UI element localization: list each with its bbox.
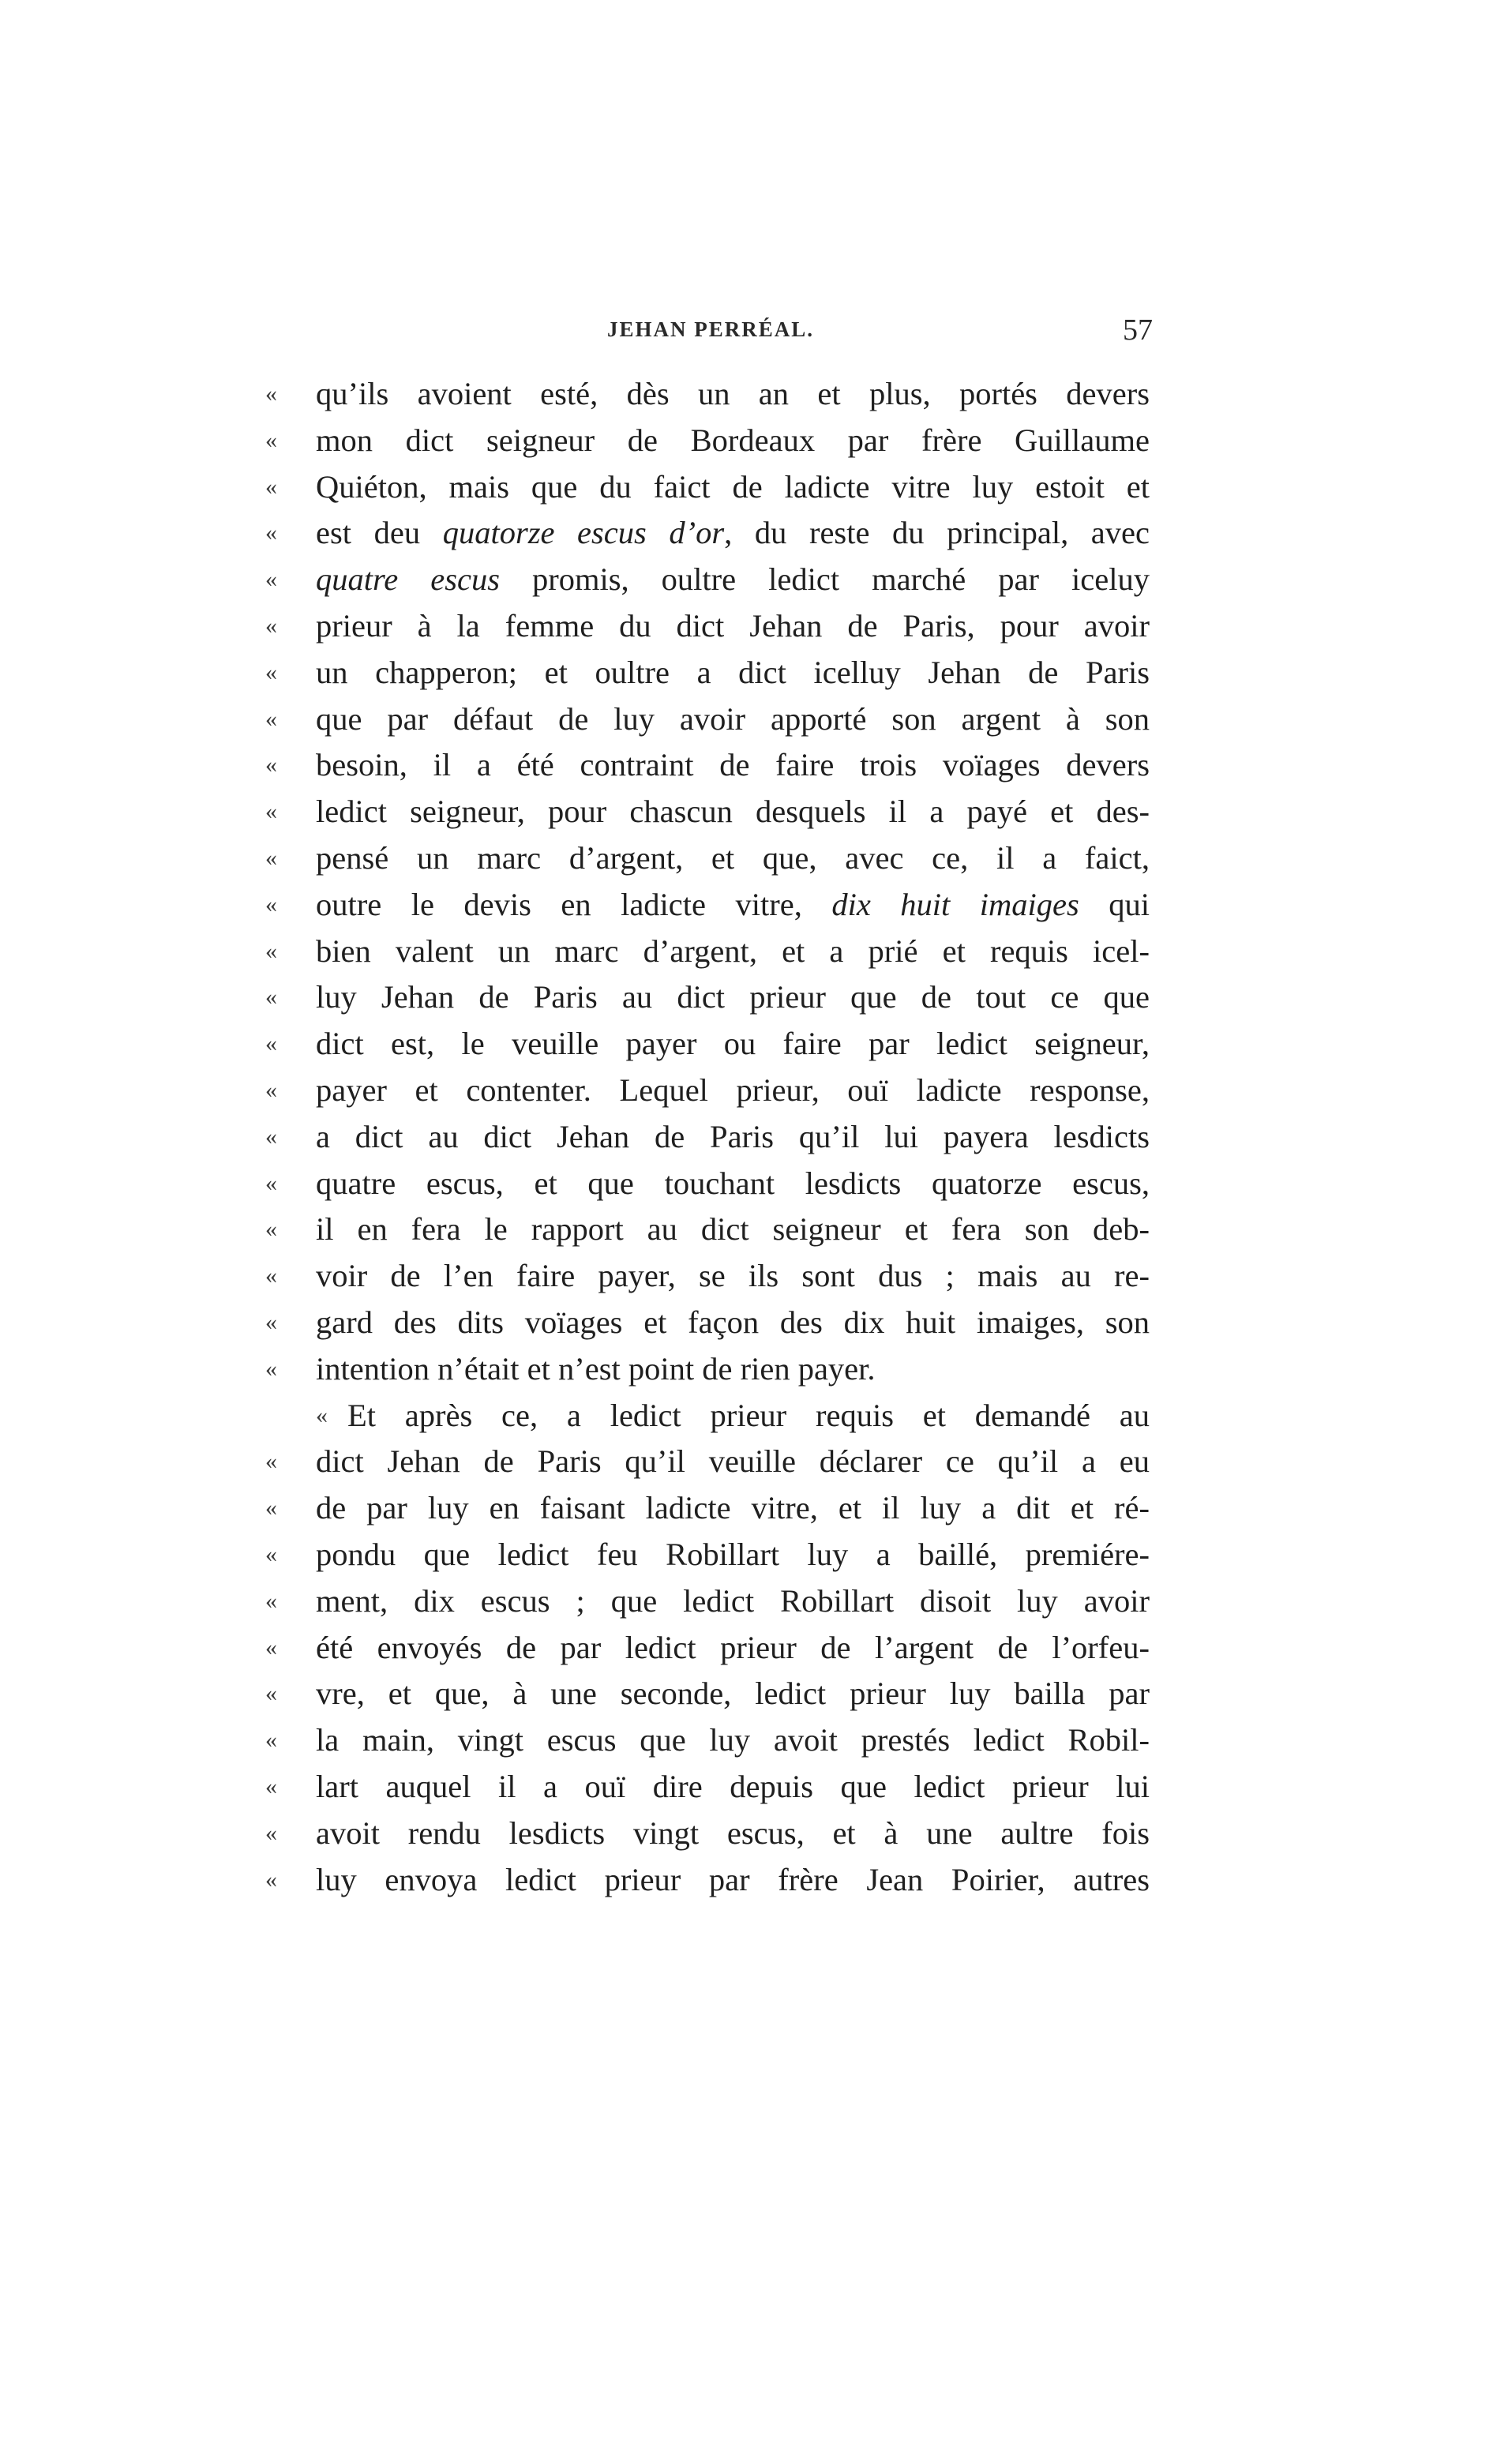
line-text: mon dict seigneur de Bordeaux par frère Guillaume (316, 422, 1150, 458)
quote-mark: « (265, 1216, 277, 1243)
quote-mark: « (265, 1263, 277, 1289)
line-text: luy Jehan de Paris au dict prieur que de tout ce que (316, 979, 1150, 1015)
text-line (265, 929, 1150, 975)
quote-mark: « (265, 1819, 277, 1846)
text-segment: est deu (316, 515, 443, 551)
line-text: besoin, il a été contraint de faire trois voïages devers (316, 747, 1150, 783)
quote-mark: « (265, 612, 277, 639)
quote-mark: « (265, 752, 277, 779)
quote-mark: « (265, 1634, 277, 1661)
line-text: intention n’était et n’est point de rien payer. (316, 1350, 876, 1387)
line-text (316, 510, 1150, 557)
text-line (265, 1346, 1150, 1393)
page-number: 57 (1123, 313, 1153, 347)
text-line (265, 1161, 1150, 1207)
text-line (265, 510, 1150, 557)
text-line (265, 1578, 1150, 1625)
line-text: voir de l’en faire payer, se ils sont dus ; mais au re- (316, 1258, 1150, 1294)
line-text: bien valent un marc d’argent, et a prié et requis icel- (316, 933, 1150, 969)
line-text (316, 882, 1150, 929)
quote-mark: « (265, 705, 277, 732)
text-line (265, 1811, 1150, 1857)
quote-mark: « (265, 1123, 277, 1150)
line-text: qu’ils avoient esté, dès un an et plus, portés devers (316, 376, 1150, 411)
quote-mark: « (265, 1355, 277, 1382)
quote-mark: « (265, 844, 277, 871)
quote-mark: « (265, 1076, 277, 1103)
text-line (265, 1671, 1150, 1717)
quote-mark: « (265, 473, 277, 500)
text-line (265, 464, 1150, 511)
text-segment: qui (1079, 886, 1150, 922)
line-text: Quiéton, mais que du faict de ladicte vitre luy estoit et (316, 468, 1150, 505)
quote-mark: « (265, 1773, 277, 1799)
italic-segment: quatre escus (316, 561, 500, 598)
quote-mark: « (265, 1308, 277, 1335)
text-line (265, 1625, 1150, 1672)
line-text: que par défaut de luy avoir apporté son argent à son (316, 700, 1150, 737)
line-text: dict est, le veuille payer ou faire par ledict seigneur, (316, 1026, 1150, 1062)
quote-mark: « (265, 381, 277, 407)
quote-mark: « (265, 1866, 277, 1893)
text-line (265, 1764, 1150, 1811)
running-head (268, 313, 1153, 365)
text-line (265, 1206, 1150, 1253)
quote-mark: « (265, 1169, 277, 1196)
line-text: il en fera le rapport au dict seigneur et fera son deb- (316, 1211, 1150, 1248)
text-line (265, 1114, 1150, 1161)
text-line (265, 603, 1150, 650)
text-segment: promis, oultre ledict marché par iceluy (499, 561, 1150, 598)
line-text: pensé un marc d’argent, et que, avec ce, il a faict, (316, 839, 1150, 876)
quote-mark: « (265, 1587, 277, 1614)
line-text: ledict seigneur, pour chascun desquels il a payé et des- (316, 794, 1150, 830)
line-text: prieur à la femme du dict Jehan de Paris, pour avoir (316, 607, 1150, 644)
line-text: de par luy en faisant ladicte vitre, et il luy a dit et ré- (316, 1490, 1150, 1526)
line-text: dict Jehan de Paris qu’il veuille déclarer ce qu’il a eu (316, 1443, 1150, 1480)
line-text: payer et contenter. Lequel prieur, ouï ladicte response, (316, 1071, 1150, 1108)
line-text: ment, dix escus ; que ledict Robillart disoit luy avoir (316, 1582, 1150, 1619)
line-text: un chapperon; et oultre a dict icelluy Jehan de Paris (316, 654, 1150, 690)
body-text (265, 371, 1150, 1903)
text-line (265, 789, 1150, 835)
text-line (265, 882, 1150, 929)
text-line (265, 1857, 1150, 1904)
italic-segment: dix huit imaiges (831, 886, 1079, 922)
text-line (265, 835, 1150, 882)
text-segment: , du reste du principal, avec (724, 515, 1150, 551)
text-line (265, 557, 1150, 603)
line-text: la main, vingt escus que luy avoit prestés ledict Robil- (316, 1722, 1150, 1758)
text-line (265, 1253, 1150, 1300)
quote-mark: « (265, 1030, 277, 1057)
quote-mark: « (265, 1495, 277, 1522)
text-line (265, 418, 1150, 464)
quote-mark: « (265, 1680, 277, 1707)
quote-mark: « (265, 798, 277, 825)
quote-mark: « (265, 659, 277, 685)
line-text: gard des dits voïages et façon des dix huit imaiges, son (316, 1304, 1150, 1340)
quote-mark: « (265, 566, 277, 593)
quote-mark: « (265, 426, 277, 453)
line-text: avoit rendu lesdicts vingt escus, et à une aultre fois (316, 1814, 1150, 1851)
quote-mark: « (265, 1540, 277, 1567)
text-segment: outre le devis en ladicte vitre, (316, 886, 832, 922)
quote-mark: « (265, 984, 277, 1011)
quote-mark: « (265, 891, 277, 918)
text-line (265, 1300, 1150, 1346)
text-line (265, 371, 1150, 418)
text-line (265, 1439, 1150, 1485)
quote-mark: « (265, 520, 277, 546)
line-text (316, 557, 1150, 603)
text-line (265, 1393, 1150, 1439)
quote-mark: « (265, 1727, 277, 1754)
text-line (265, 650, 1150, 696)
line-text: été envoyés de par ledict prieur de l’argent de l’orfeu- (316, 1629, 1150, 1665)
quote-mark: « (316, 1402, 328, 1428)
line-text: Et après ce, a ledict prieur requis et demandé au (347, 1397, 1150, 1433)
line-text: lart auquel il a ouï dire depuis que ledict prieur lui (316, 1768, 1150, 1804)
running-title: JEHAN PERRÉAL. (606, 317, 815, 341)
italic-segment: quatorze escus d’or (442, 515, 725, 551)
line-text: quatre escus, et que touchant lesdicts quatorze escus, (316, 1165, 1150, 1201)
line-text: vre, et que, à une seconde, ledict prieur luy bailla par (316, 1676, 1150, 1712)
quote-mark: « (265, 937, 277, 964)
text-line (265, 1532, 1150, 1578)
line-text: pondu que ledict feu Robillart luy a baillé, premiére- (316, 1536, 1150, 1572)
text-line (265, 974, 1150, 1021)
text-line (265, 696, 1150, 743)
line-text: a dict au dict Jehan de Paris qu’il lui payera lesdicts (316, 1118, 1150, 1154)
text-line (265, 1068, 1150, 1114)
line-text: luy envoya ledict prieur par frère Jean Poirier, autres (316, 1861, 1150, 1897)
quote-mark: « (265, 1448, 277, 1475)
text-line (265, 1485, 1150, 1532)
text-line (265, 1717, 1150, 1764)
text-line (265, 742, 1150, 789)
text-line (265, 1021, 1150, 1068)
